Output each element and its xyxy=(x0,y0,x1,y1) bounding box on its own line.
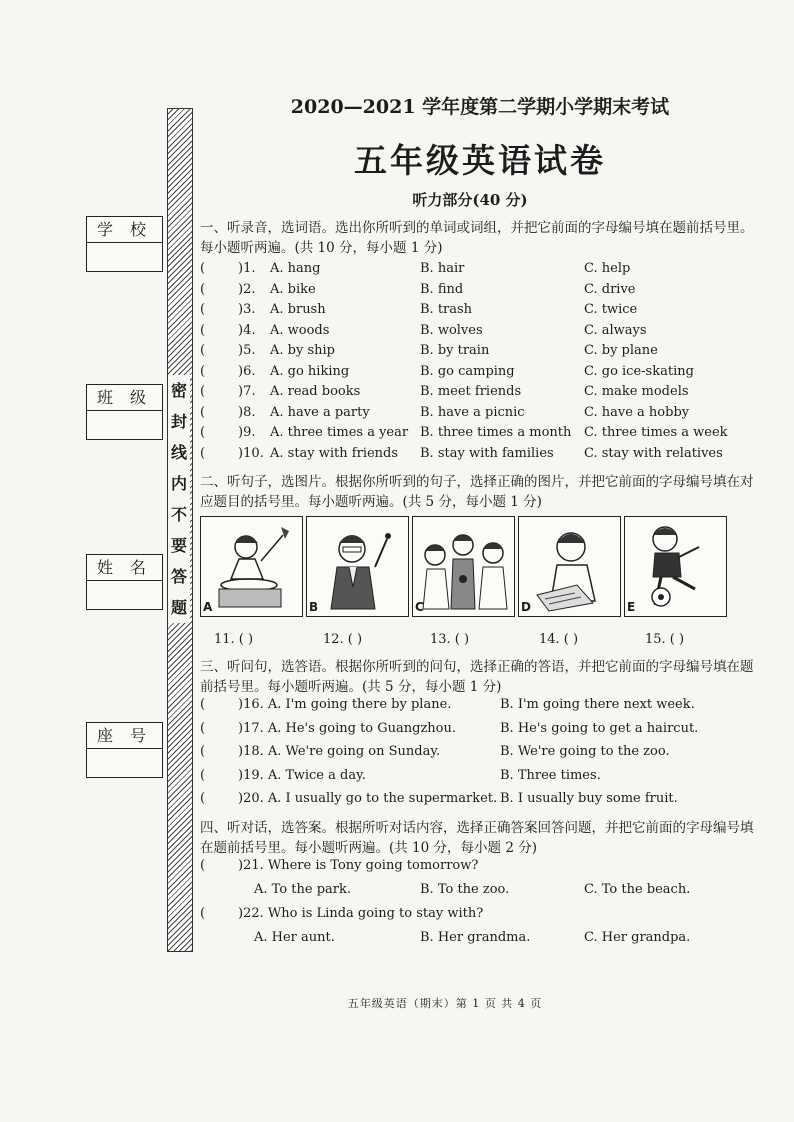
answer-paren[interactable]: ( xyxy=(200,261,206,276)
picture-letter: A xyxy=(203,600,213,614)
option-b: B. hair xyxy=(420,261,465,276)
question-number: )9. xyxy=(238,425,256,440)
question-row xyxy=(200,695,760,715)
seal-char: 密 xyxy=(170,381,187,400)
question-row xyxy=(200,789,760,809)
seal-line-text xyxy=(168,375,190,623)
answer-14[interactable]: 14. ( ) xyxy=(539,632,579,647)
name-box xyxy=(86,554,163,610)
answer-paren[interactable]: ( xyxy=(200,363,206,379)
question-row xyxy=(200,856,760,876)
option-b: B. To the zoo. xyxy=(420,882,510,897)
section3-instruction: 三、听问句，选答语。根据你所听到的问句，选择正确的答语，并把它前面的字母编号填在题前括号里。每小题听两遍。(共 5 分，每小题 1 分) xyxy=(200,659,754,695)
class-label: 班 级 xyxy=(87,385,162,411)
picture-a xyxy=(200,516,303,617)
question-row xyxy=(200,300,760,320)
boy-soccer-icon xyxy=(625,517,726,616)
seal-char: 内 xyxy=(170,474,187,493)
question-row xyxy=(200,742,760,762)
boy-drawing-icon xyxy=(519,517,620,616)
answer-paren[interactable]: ( xyxy=(200,425,206,440)
question-row xyxy=(200,280,760,300)
section2-instruction: 二、听句子，选图片。根据你所听到的句子，选择正确的图片，并把它前面的字母编号填在对应题目的括号里。每小题听两遍。(共 5 分，每小题 1 分) xyxy=(200,474,754,510)
option-b: B. trash xyxy=(420,302,473,317)
picture-letter: C xyxy=(415,600,424,614)
question-row xyxy=(200,766,760,786)
answer-paren[interactable]: ( xyxy=(200,281,206,297)
answer-paren[interactable]: ( xyxy=(200,858,206,873)
question-row xyxy=(200,362,760,382)
option-a: A. three times a year xyxy=(270,425,409,440)
answer-paren[interactable]: ( xyxy=(200,791,206,806)
option-b: B. Her grandma. xyxy=(420,930,531,945)
picture-d xyxy=(518,516,621,617)
question-number: )8. xyxy=(238,404,256,420)
option-b: B. find xyxy=(420,281,464,297)
question-row xyxy=(200,382,760,402)
question-row xyxy=(200,423,760,443)
option-a: A. brush xyxy=(270,302,326,317)
option-b: B. meet friends xyxy=(420,384,522,399)
option-c: C. drive xyxy=(584,281,636,297)
option-a: A. stay with friends xyxy=(270,445,399,461)
option-b: B. I usually buy some fruit. xyxy=(500,791,678,806)
answer-15[interactable]: 15. ( ) xyxy=(645,632,685,647)
school-box xyxy=(86,216,163,272)
question-number: )6. xyxy=(238,363,256,379)
answer-paren[interactable]: ( xyxy=(200,404,206,420)
option-b: B. by train xyxy=(420,343,490,358)
name-field[interactable] xyxy=(87,581,162,609)
option-c: C. three times a week xyxy=(584,425,728,440)
answer-paren[interactable]: ( xyxy=(200,445,206,461)
question-number: )10. xyxy=(238,445,264,461)
seal-char: 封 xyxy=(170,412,187,431)
option-b: B. I'm going there next week. xyxy=(500,697,695,712)
option-a: )16. A. I'm going there by plane. xyxy=(238,697,452,712)
option-c: C. help xyxy=(584,261,631,276)
question-number: )2. xyxy=(238,281,256,297)
listening-part-title: 听力部分(40 分) xyxy=(412,191,528,209)
option-a: )20. A. I usually go to the supermarket. xyxy=(238,791,498,806)
question-text: )22. Who is Linda going to stay with? xyxy=(238,906,484,921)
exam-header: 2020—2021 学年度第二学期小学期末考试 xyxy=(290,96,670,118)
option-b: B. We're going to the zoo. xyxy=(500,744,670,759)
option-c: C. have a hobby xyxy=(584,404,690,420)
option-b: B. go camping xyxy=(420,363,515,379)
option-b: B. Three times. xyxy=(500,767,601,783)
picture-e xyxy=(624,516,727,617)
option-a: A. hang xyxy=(270,261,321,276)
option-c: C. twice xyxy=(584,302,638,317)
exam-title: 五年级英语试卷 xyxy=(354,141,606,180)
option-c: C. by plane xyxy=(584,343,658,358)
man-on-phone-icon xyxy=(307,517,408,616)
answer-paren[interactable]: ( xyxy=(200,906,206,921)
answer-12[interactable]: 12. ( ) xyxy=(323,632,363,647)
picture-letter: B xyxy=(309,600,319,614)
answer-paren[interactable]: ( xyxy=(200,697,206,712)
option-a: A. To the park. xyxy=(254,882,351,897)
answer-paren[interactable]: ( xyxy=(200,302,206,317)
option-b: B. have a picnic xyxy=(420,404,525,420)
question-number: )5. xyxy=(238,343,256,358)
option-c: C. go ice-skating xyxy=(584,363,694,379)
answer-paren[interactable]: ( xyxy=(200,744,206,759)
option-a: A. have a party xyxy=(270,404,370,420)
options-row xyxy=(200,880,760,900)
option-a: A. read books xyxy=(270,384,361,399)
page-footer: 五年级英语（期末）第 1 页 共 4 页 xyxy=(347,997,543,1010)
seal-char: 答 xyxy=(170,567,187,586)
option-c: C. make models xyxy=(584,384,689,399)
option-a: A. woods xyxy=(270,322,330,338)
section4-instruction: 四、听对话，选答案。根据所听对话内容，选择正确答案回答问题，并把它前面的字母编号填在题前括号里。每小题听两遍。(共 10 分，每小题 2 分) xyxy=(200,820,754,856)
seal-char: 不 xyxy=(170,505,187,524)
seat-field[interactable] xyxy=(87,749,162,777)
answer-paren[interactable]: ( xyxy=(200,767,206,783)
answer-paren[interactable]: ( xyxy=(200,322,206,338)
option-c: C. To the beach. xyxy=(584,882,691,897)
option-a: )18. A. We're going on Sunday. xyxy=(238,744,441,759)
option-c: C. Her grandpa. xyxy=(584,930,691,945)
picture-letter: D xyxy=(521,600,531,614)
option-a: A. bike xyxy=(270,281,316,297)
question-number: )1. xyxy=(238,261,256,276)
seal-char: 题 xyxy=(170,598,187,617)
option-a: A. go hiking xyxy=(270,363,350,379)
name-label: 姓 名 xyxy=(87,555,162,581)
option-c: C. stay with relatives xyxy=(584,445,723,461)
option-b: B. He's going to get a haircut. xyxy=(500,720,699,736)
question-row xyxy=(200,719,760,739)
question-number: )7. xyxy=(238,384,256,399)
seal-char: 要 xyxy=(170,536,187,555)
option-b: B. three times a month xyxy=(420,425,572,440)
option-a: A. by ship xyxy=(270,343,335,358)
section1-instruction: 一、听录音，选词语。选出你所听到的单词或词组，并把它前面的字母编号填在题前括号里。每小题听两遍。(共 10 分，每小题 1 分) xyxy=(200,220,754,256)
seal-char: 线 xyxy=(170,443,187,462)
question-row xyxy=(200,321,760,341)
option-c: C. always xyxy=(584,322,647,338)
option-b: B. stay with families xyxy=(420,445,554,461)
options-row xyxy=(200,928,760,948)
answer-paren[interactable]: ( xyxy=(200,384,206,399)
class-field[interactable] xyxy=(87,411,162,439)
class-box xyxy=(86,384,163,440)
seat-box xyxy=(86,722,163,778)
answer-paren[interactable]: ( xyxy=(200,720,206,736)
question-number: )3. xyxy=(238,302,256,317)
answer-paren[interactable]: ( xyxy=(200,343,206,358)
question-text: )21. Where is Tony going tomorrow? xyxy=(238,858,479,873)
question-row xyxy=(200,403,760,423)
answer-13[interactable]: 13. ( ) xyxy=(430,632,470,647)
question-row xyxy=(200,259,760,279)
option-b: B. wolves xyxy=(420,322,483,338)
option-a: )17. A. He's going to Guangzhou. xyxy=(238,720,457,736)
option-a: )19. A. Twice a day. xyxy=(238,767,366,783)
three-kids-icon xyxy=(413,517,514,616)
picture-letter: E xyxy=(627,600,636,614)
cooking-boy-icon xyxy=(201,517,302,616)
question-number: )4. xyxy=(238,322,256,338)
picture-b xyxy=(306,516,409,617)
school-label: 学 校 xyxy=(87,217,162,243)
seat-label: 座 号 xyxy=(87,723,162,749)
picture-c xyxy=(412,516,515,617)
school-field[interactable] xyxy=(87,243,162,271)
question-row xyxy=(200,904,760,924)
option-a: A. Her aunt. xyxy=(254,930,335,945)
answer-11[interactable]: 11. ( ) xyxy=(214,632,254,647)
question-row xyxy=(200,444,760,464)
question-row xyxy=(200,341,760,361)
